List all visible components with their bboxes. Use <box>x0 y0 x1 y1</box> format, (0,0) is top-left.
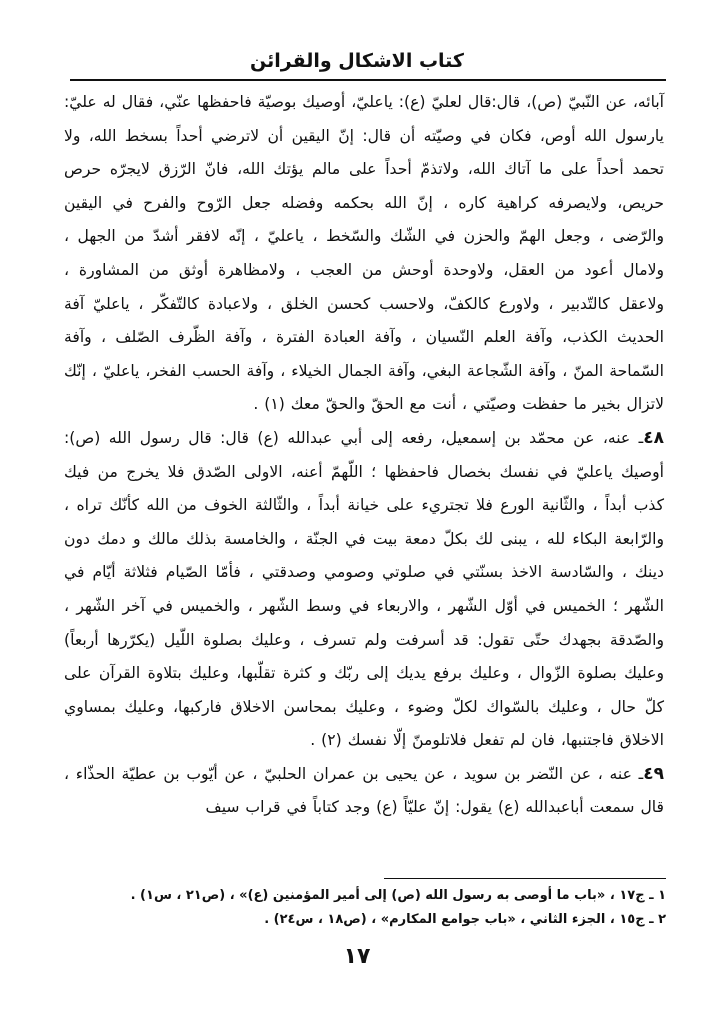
hadith-48 <box>64 422 664 758</box>
hadith-text: ـ عنه، عن محمّد بن إسمعيل، رفعه إلى أبي عبدالله (ع) قال: قال رسول الله (ص): أوصيك ياعليّ في نفسك بخصال فاحفظها ؛ اللّهمّ أعنه، الاولى الصّدق فلا يخرج من فيك كذب أبداً ، والثّانية الورع فلا تجتريء على خيانة أبداً ، والثّالثة الخوف من الله كأنّك تراه ، والرّابعة البكاء لله ، يبنى لك بكلّ دمعة بيت في الجنّة ، والخامسة بذلك مالك و دمك دون دينك ، والسّادسة الاخذ بسنّتي في صلوتي وصومي وصدقتي ، فأمّا الصّيام فثلاثة أيّام في الشّهر ؛ الخميس في أوّل الشّهر ، والاربعاء في وسط الشّهر ، والخميس في آخر الشّهر ، والصّدقة بجهدك حتّى تقول: قد أسرفت ولم تسرف ، وعليك بصلوة اللّيل (يكرّرها أربعاً) وعليك بصلوة الزّوال ، وعليك برفع يديك إلى ربّك و كثرة تقلّبها، وعليك بتلاوة القرآن على كلّ حال ، وعليك بالسّواك لكلّ وضوء ، وعليك بمحاسن الاخلاق فاركبها، وعليك بمساوي الاخلاق فاجتنبها، فان لم تفعل فلاتلومنّ إلّا نفسك (٢) . <box>64 428 664 750</box>
hadith-number: ٤٩ <box>643 763 664 784</box>
hadith-number: ٤٨ <box>643 427 664 448</box>
footnote-2: ٢ ـ ج١٥ ، الجزء الثاني ، «باب جوامع المكارم» ، (ص١٨ ، س٢٤) . <box>264 912 666 927</box>
paragraph-continuation: آبائه، عن النّبيّ (ص)، قال:قال لعليّ (ع): ياعليّ، أوصيك بوصيّة فاحفظها عنّي، فقال له عليّ: يارسول الله أوص، فكان في وصيّته أن قال: إنّ اليقين أن لاترضي أحداً بسخط الله، ولا تحمد أحداً على ما آتاك الله، ولاتذمّ أحداً على مالم يؤتك الله، فانّ الرّزق لايجرّه حرص حريص، ولايصرفه كراهية كاره ، إنّ الله بحكمه وفضله جعل الرّوح والفرح في اليقين والرّضى ، وجعل الهمّ والحزن في الشّك والسّخط ، ياعليّ ، إنّه لافقر أشدّ من الجهل ، ولامال أعود من العقل، ولاوحدة أوحش من العجب ، ولامظاهرة أوثق من المشاورة ، ولاعقل كالتّدبير ، ولاورع كالكفّ، ولاحسب كحسن الخلق ، ولاعبادة كالتّفكّر ، ياعليّ آفة الحديث الكذب، وآفة العلم النّسيان ، وآفة العبادة الفترة ، وآفة الظّرف الصّلف ، وآفة السّماحة المنّ ، وآفة الشّجاعة البغي، وآفة الجمال الخيلاء ، وآفة الحسب الفخر، ياعليّ ، إنّك لاتزال بخير ما حفظت وصيّتي ، أنت مع الحقّ والحقّ معك (١) . <box>64 93 664 414</box>
hadith-text: ـ عنه ، عن النّضر بن سويد ، عن يحيى بن عمران الحلبيّ ، عن أيّوب بن عطيّة الحذّاء ، قال سمعت أباعبدالله (ع) يقول: إنّ عليّاً (ع) وجد كتاباً في قراب سيف <box>64 764 664 817</box>
body-text <box>64 86 664 825</box>
running-head: كتاب الاشكال والقرائن <box>250 50 464 72</box>
hadith-49 <box>64 758 664 825</box>
page-number: ١٧ <box>343 944 371 969</box>
footnotes <box>130 884 666 932</box>
header-rule <box>70 79 666 81</box>
footnote-rule <box>384 878 666 879</box>
footnote-1: ١ ـ ج١٧ ، «باب ما أوصى به رسول الله (ص) إلى أمير المؤمنين (ع)» ، (ص٢١ ، س١) . <box>130 888 666 903</box>
